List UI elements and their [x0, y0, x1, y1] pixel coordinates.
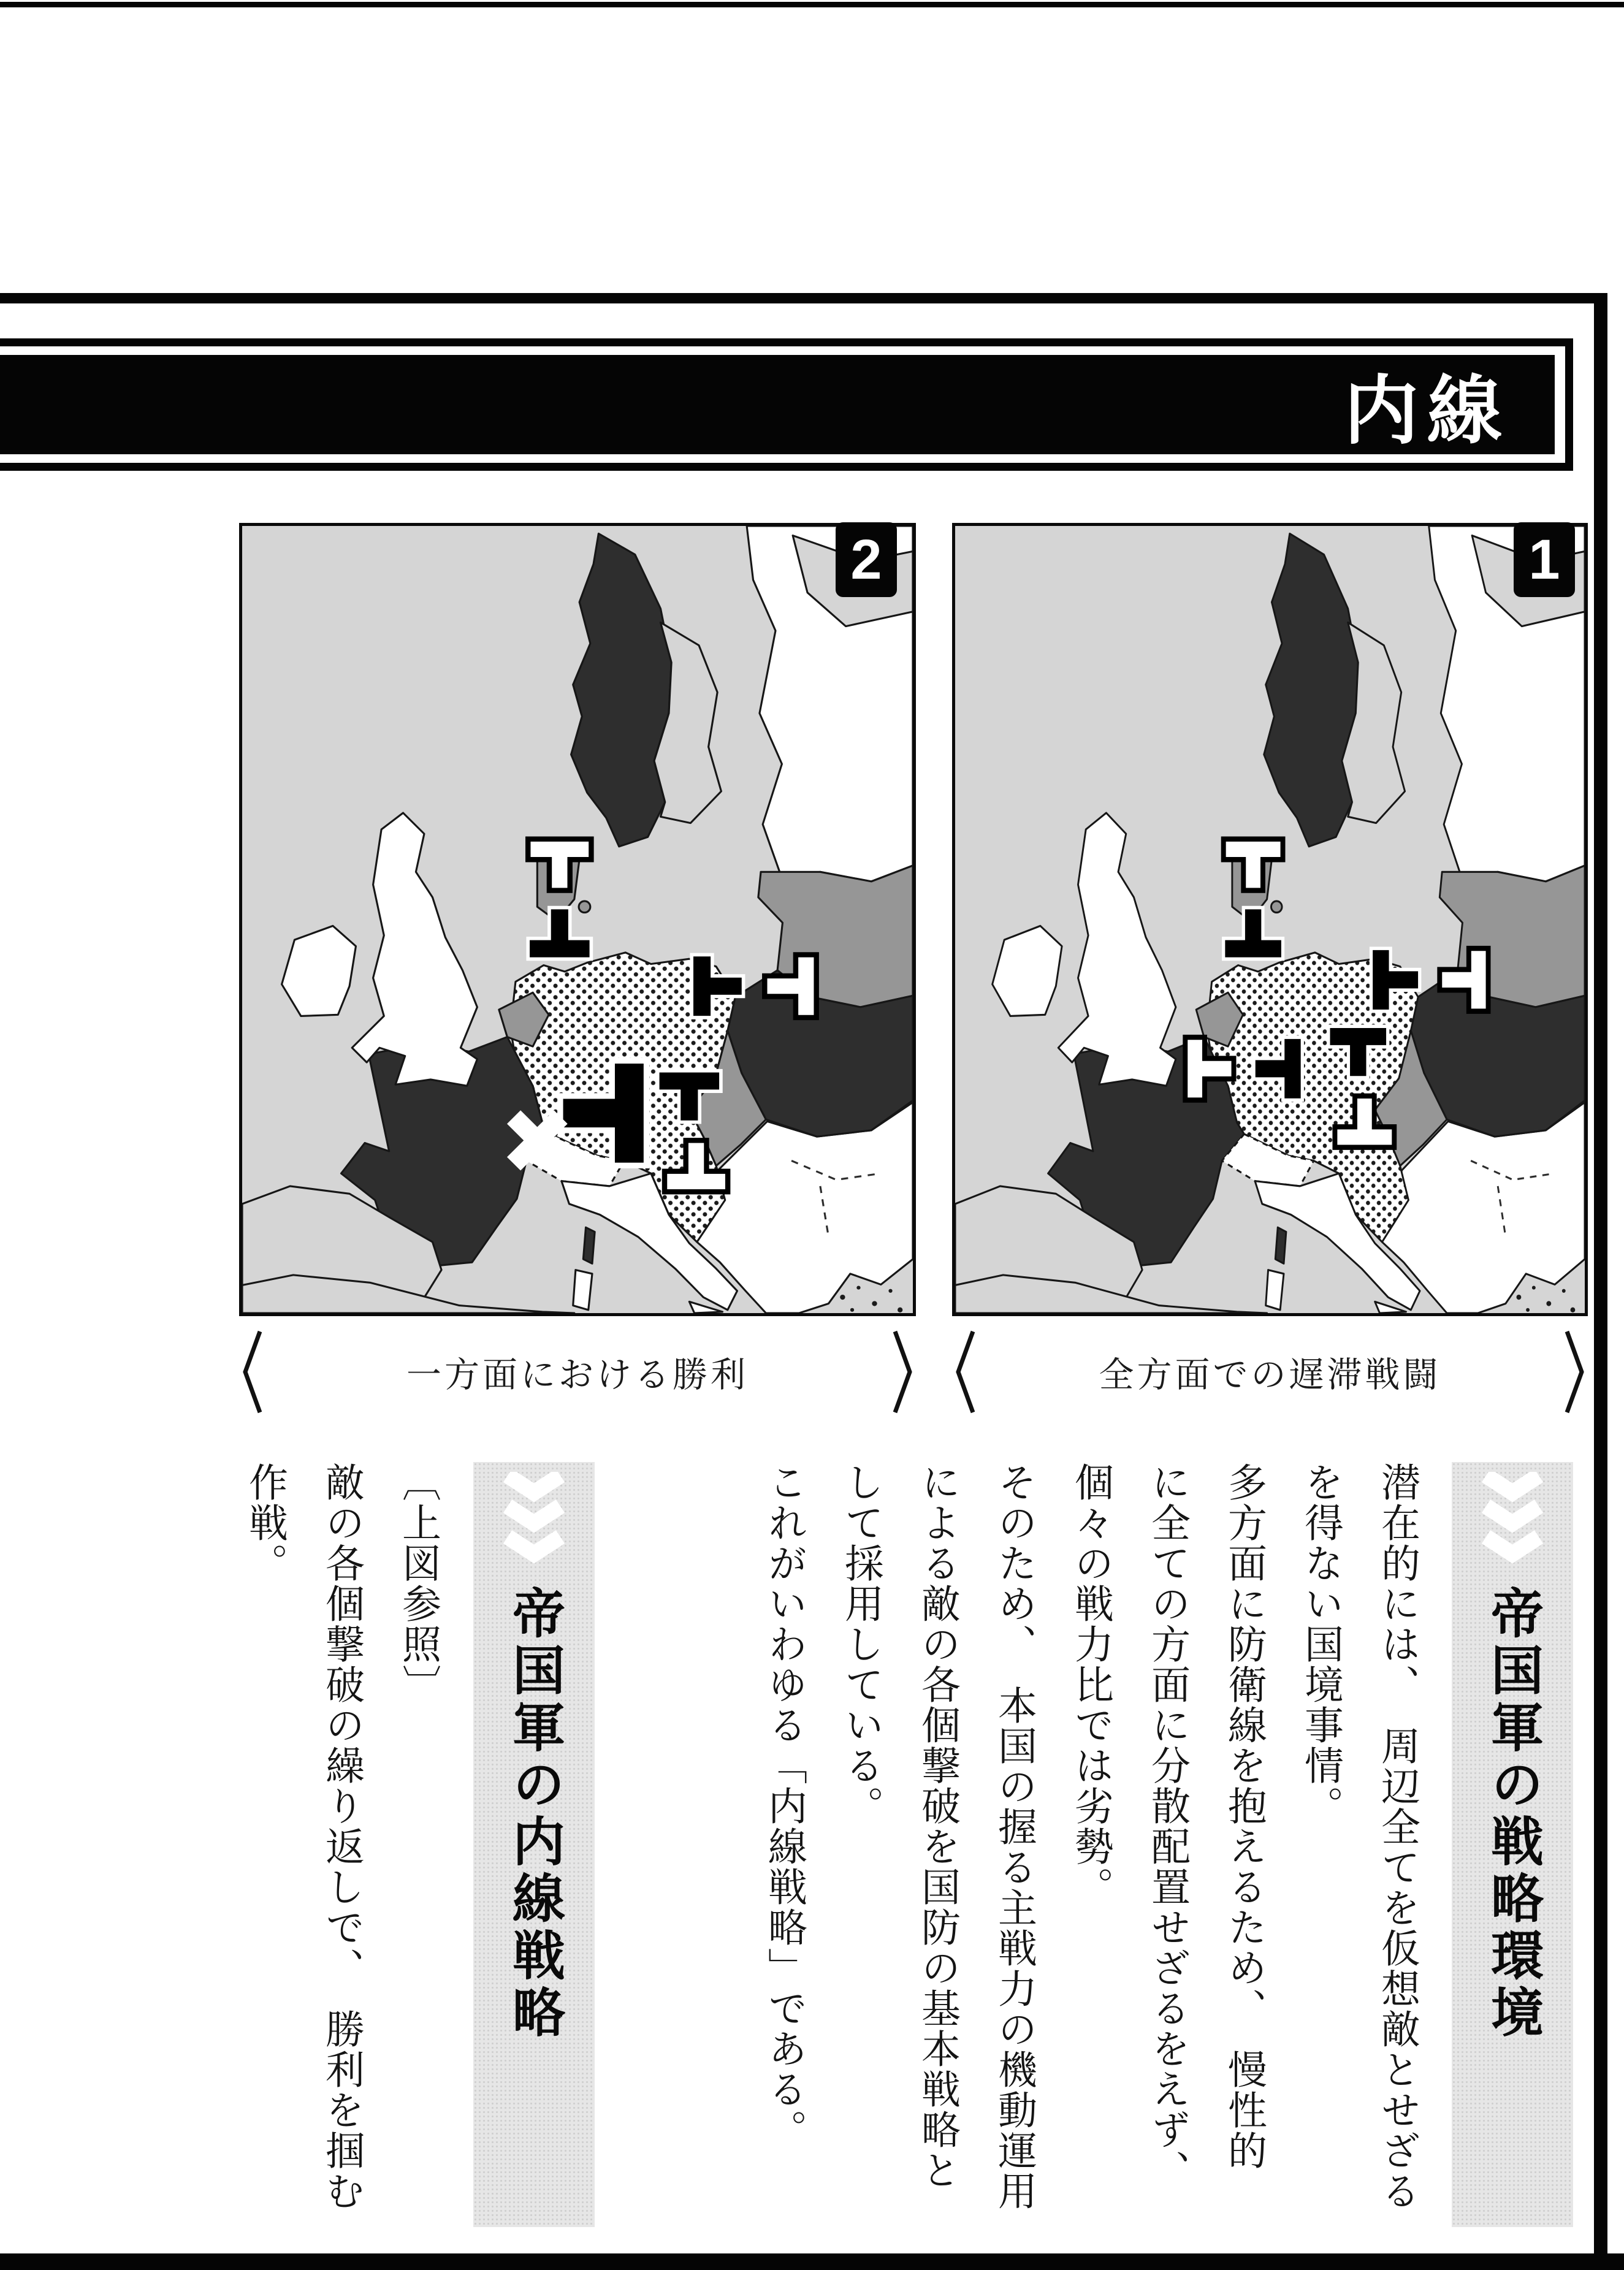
section-heading: 帝国軍の内線戦略 — [505, 1586, 563, 2042]
europe-map-1 — [955, 526, 1585, 1313]
section-heading-strip-environment — [1452, 1462, 1573, 2227]
angle-bracket-left-icon — [952, 1329, 979, 1415]
chevron-decoration-icon — [1479, 1472, 1546, 1570]
body-text-environment — [746, 1462, 1436, 2234]
body-text-inner-line — [227, 1462, 457, 2234]
caption-text: 一方面における勝利 — [406, 1356, 749, 1395]
map-number-badge — [1514, 522, 1575, 597]
text-column: による敵の各個撃破を国防の基本戦略と — [916, 1462, 959, 2190]
text-column: 潜在的には、 周辺全てを仮想敵とせざる — [1376, 1462, 1419, 2211]
region-corsica — [1275, 1227, 1286, 1263]
map-number-badge — [836, 522, 897, 597]
text-column: 個々の戦力比では劣勢。 — [1069, 1462, 1113, 1907]
angle-bracket-right-icon — [1561, 1329, 1588, 1415]
map-figure-1 — [952, 523, 1588, 1316]
map-number: 1 — [1528, 528, 1560, 591]
text-column: 敵の各個撃破の繰り返しで、 勝利を掴む — [320, 1462, 364, 2211]
header-band-box — [0, 338, 1573, 471]
text-column: これがいわゆる「内線戦略」である。 — [763, 1462, 806, 2150]
page-title: 内線 — [1344, 369, 1511, 453]
denmark-island — [1271, 901, 1282, 913]
region-corsica — [583, 1227, 595, 1263]
frame-top-rule — [0, 293, 1607, 303]
frame-right-rule — [1594, 293, 1607, 2262]
text-column: 〔上図参照〕 — [397, 1462, 440, 1705]
chevron-decoration-icon — [500, 1472, 568, 1570]
text-column: 多方面に防衛線を抱えるため、 慢性的 — [1222, 1462, 1266, 2171]
text-column: を得ない国境事情。 — [1299, 1462, 1343, 1826]
top-edge-rule — [0, 2, 1624, 7]
region-sardinia — [573, 1270, 592, 1310]
caption-map-2 — [239, 1329, 916, 1415]
europe-map-2 — [242, 526, 913, 1313]
region-sardinia — [1266, 1270, 1284, 1310]
header-band — [0, 355, 1555, 454]
caption-text: 全方面での遅滞戦闘 — [1099, 1356, 1441, 1395]
section-heading-strip-inner-line — [473, 1462, 595, 2227]
text-column: して採用している。 — [839, 1462, 883, 1826]
bottom-edge-bar — [0, 2253, 1624, 2270]
text-column: に全ての方面に分散配置せざるをえず、 — [1146, 1462, 1189, 2190]
map-number: 2 — [850, 528, 882, 591]
section-heading: 帝国軍の戦略環境 — [1483, 1586, 1542, 2042]
angle-bracket-left-icon — [239, 1329, 266, 1415]
angle-bracket-right-icon — [889, 1329, 916, 1415]
text-column: 作戦。 — [243, 1462, 287, 1583]
denmark-island — [579, 901, 590, 913]
text-column: そのため、 本国の握る主戦力の機動運用 — [993, 1462, 1036, 2211]
caption-map-1 — [952, 1329, 1588, 1415]
map-figure-2 — [239, 523, 916, 1316]
